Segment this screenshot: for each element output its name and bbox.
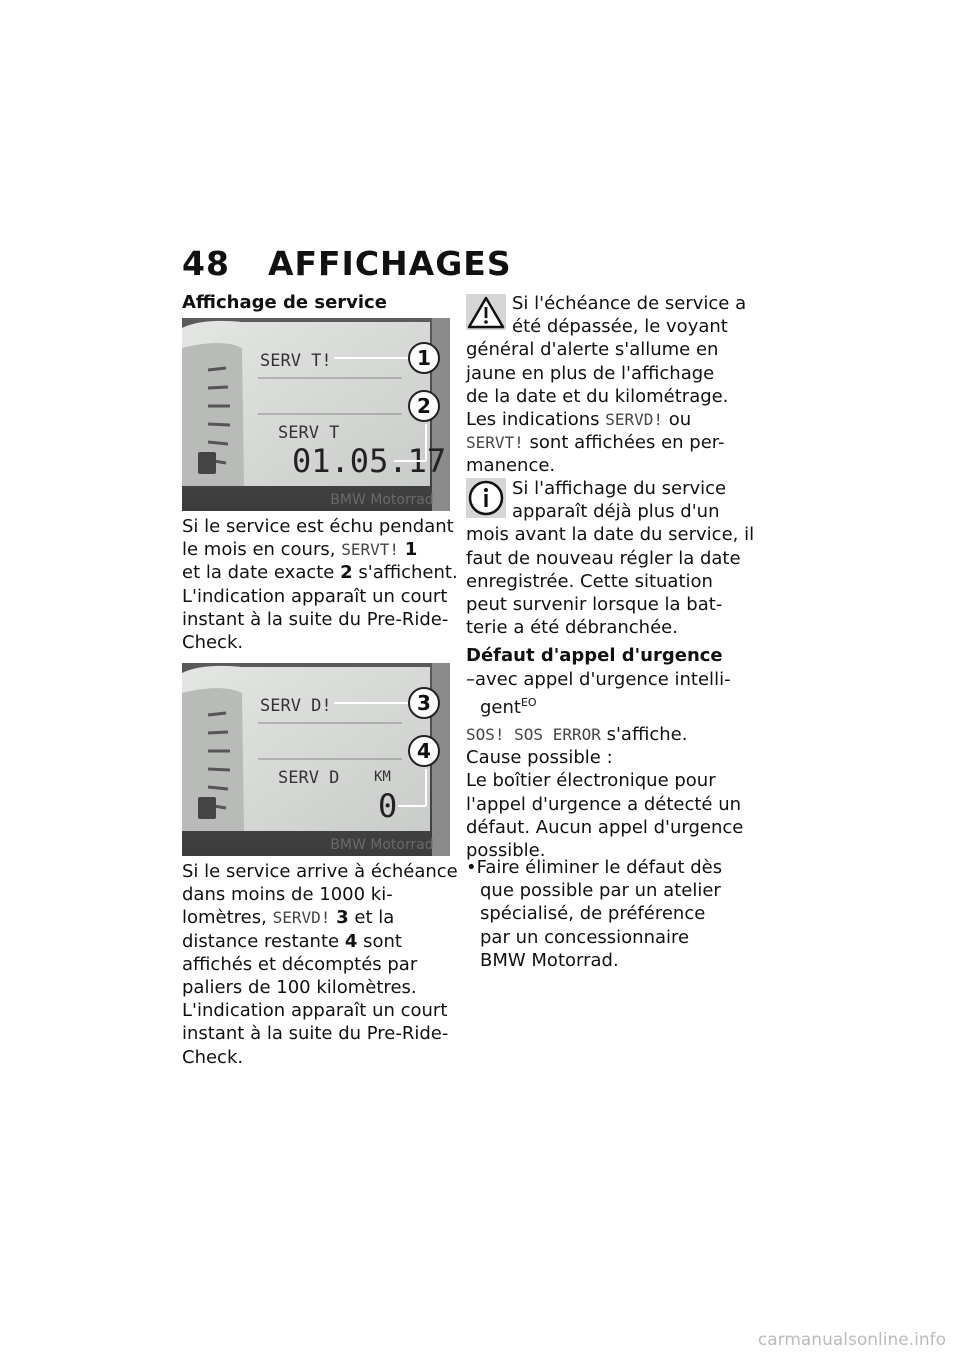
bullet-icon: • [466, 857, 477, 878]
footer-watermark: carmanualsonline.info [757, 1330, 946, 1350]
lcd-date-value: 01.05.17 [292, 442, 447, 480]
page-number: 48 [182, 244, 230, 283]
info-note: Si l'affichage du service apparaît déjà plus d'un mois avant la date du service, il faut de nouveau régler la date enregistrée. Cette situation peut survenir lorsque la bat- terie a été débranchée. [466, 478, 755, 639]
emergency-condition: –avec appel d'urgence intelli- gent$^{EO}$ [466, 669, 731, 719]
callout-4: 4 [417, 739, 431, 763]
lcd-line-2: SERV T [278, 423, 340, 443]
section-heading-service: Affichage de service [182, 292, 387, 313]
paragraph-service-due: Si le service est échu pendant le mois en cours, SERVT! 1 et la date exacte 2 s'affichent. L'indication apparaît un court instant à la suite du Pre-Ride- Check. [182, 516, 458, 654]
callout-3: 3 [417, 691, 431, 715]
lcd-unit: KM [374, 769, 391, 785]
lcd-line-2: SERV D [278, 768, 340, 788]
callout-2: 2 [417, 394, 431, 418]
page-title [182, 244, 512, 283]
lcd-distance-value: 0 [378, 787, 398, 825]
figure-service-distance [182, 663, 450, 856]
lcd-line-1: SERV D! [260, 696, 332, 716]
paragraph-service-distance: Si le service arrive à échéance dans moins de 1000 ki- lomètres, SERVD! 3 et la distance restante 4 sont affichés et décomptés par paliers de 100 kilomètres. L'indication apparaît un court instant à la suite du Pre-Ride- Check. [182, 861, 458, 1068]
emergency-description: SOS! SOS ERROR s'affiche. Cause possible : Le boîtier électronique pour l'appel d'urgence a détecté un défaut. Aucun appel d'urgence possible. [466, 724, 744, 862]
section-heading-emergency: Défaut d'appel d'urgence [466, 645, 723, 666]
chapter-title: AFFICHAGES [267, 244, 512, 283]
brand-watermark: BMW Motorrad [330, 837, 434, 853]
callout-1: 1 [417, 346, 431, 370]
lcd-display-1 [182, 318, 450, 511]
brand-watermark: BMW Motorrad [330, 492, 434, 508]
lcd-line-1: SERV T! [260, 351, 332, 371]
warning-note: Si l'échéance de service a été dépassée, le voyant général d'alerte s'allume en jaune en plus de l'affichage de la date et du kilométrage. Les indications SERVD! ou SERVT! sont affichées en per- manence. [466, 293, 747, 477]
bullet-action: •Faire éliminer le défaut dès que possible par un atelier spécialisé, de préférence par un concessionnaire BMW Motorrad. [466, 857, 723, 971]
lcd-display-2 [182, 663, 450, 856]
figure-service-date [182, 318, 450, 511]
